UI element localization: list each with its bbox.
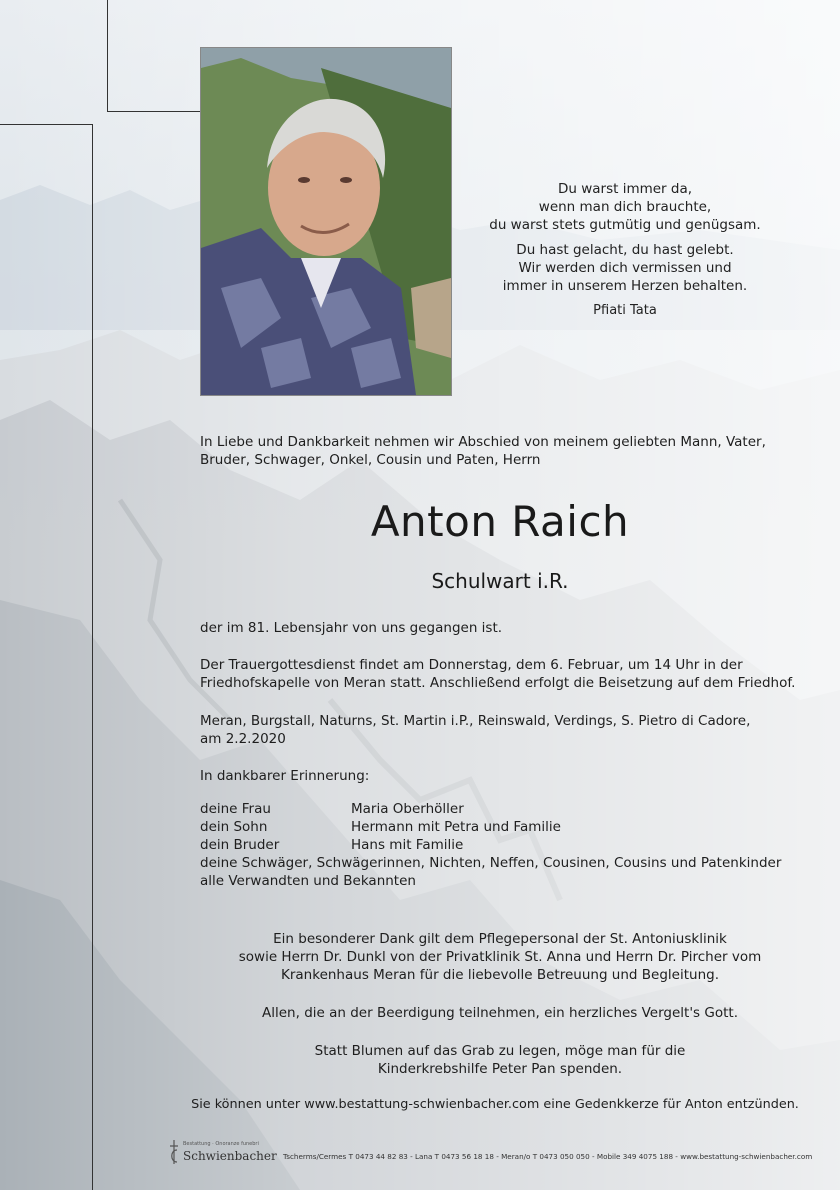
- logo-subtitle: Bestattung · Onoranze funebri: [183, 1141, 259, 1147]
- poem-stanza-1: [480, 180, 770, 234]
- deceased-title: Schulwart i.R.: [431, 569, 569, 593]
- date-line: am 2.2.2020: [200, 731, 286, 747]
- intro-line: In Liebe und Dankbarkeit nehmen wir Abschied von meinem geliebten Mann, Vater,: [200, 434, 766, 450]
- poem-line: wenn man dich brauchte,: [538, 199, 712, 215]
- poem: [480, 180, 770, 320]
- relative-name: Hermann mit Petra und Familie: [351, 819, 561, 835]
- relative-relation: dein Sohn: [200, 819, 268, 835]
- place-date: [200, 712, 800, 748]
- deceased-name: Anton Raich: [370, 497, 630, 546]
- relatives-more-line: deine Schwäger, Schwägerinnen, Nichten, Neffen, Cousinen, Cousins und Patenkinder: [200, 855, 782, 871]
- intro-line: Bruder, Schwager, Onkel, Cousin und Paten, Herrn: [200, 452, 541, 468]
- relative-name: Maria Oberhöller: [351, 801, 464, 817]
- remembrance-heading: In dankbarer Erinnerung:: [200, 768, 370, 784]
- footer-contact: Tscherms/Cermes T 0473 44 82 83 - Lana T 0473 56 18 18 - Meran/o T 0473 050 050 - Mobile 349 4075 188 - www.bestattung-schwienbacher.com: [283, 1152, 813, 1161]
- cross-decoration-vertical-right: [107, 0, 108, 112]
- poem-line: Wir werden dich vermissen und: [518, 260, 732, 276]
- thanks-text: [200, 930, 800, 984]
- place-line: Meran, Burgstall, Naturns, St. Martin i.P., Reinswald, Verdings, S. Pietro di Cadore,: [200, 713, 751, 729]
- relative-relation: deine Frau: [200, 801, 271, 817]
- intro-text: [200, 433, 800, 469]
- poem-line: Du hast gelacht, du hast gelebt.: [516, 242, 734, 258]
- poem-line: du warst stets gutmütig und genügsam.: [489, 217, 761, 233]
- flowers-line: Kinderkrebshilfe Peter Pan spenden.: [377, 1061, 623, 1077]
- relative-row: [200, 836, 463, 854]
- poem-signature: Pfiati Tata: [593, 303, 657, 318]
- thanks-line: Ein besonderer Dank gilt dem Pflegepersonal der St. Antoniusklinik: [273, 931, 727, 947]
- flowers-line: Statt Blumen auf das Grab zu legen, möge man für die: [314, 1043, 686, 1059]
- footer: [165, 1138, 815, 1168]
- service-info: [200, 656, 800, 692]
- poem-line: immer in unserem Herzen behalten.: [502, 278, 748, 294]
- relatives-more-line: alle Verwandten und Bekannten: [200, 873, 416, 889]
- service-line: Der Trauergottesdienst findet am Donnerstag, dem 6. Februar, um 14 Uhr in der: [200, 657, 743, 673]
- cross-decoration-horizontal-left: [0, 124, 93, 125]
- thanks-line: Krankenhaus Meran für die liebevolle Betreuung und Begleitung.: [281, 967, 719, 983]
- funeral-home-logo: [165, 1138, 283, 1168]
- cross-icon: [169, 1140, 179, 1164]
- thanks-all: Allen, die an der Beerdigung teilnehmen, ein herzliches Vergelt's Gott.: [262, 1005, 738, 1021]
- flowers-note: [200, 1042, 800, 1078]
- relative-row: [200, 818, 561, 836]
- age-line: der im 81. Lebensjahr von uns gegangen ist.: [200, 620, 503, 636]
- thanks-line: sowie Herrn Dr. Dunkl von der Privatklinik St. Anna und Herrn Dr. Pircher vom: [238, 949, 762, 965]
- relative-row: [200, 800, 464, 818]
- cross-decoration-vertical-left: [92, 124, 93, 1190]
- logo-name: Schwienbacher: [183, 1149, 277, 1163]
- candle-note: Sie können unter www.bestattung-schwienbacher.com eine Gedenkkerze für Anton entzünden.: [191, 1097, 799, 1112]
- portrait-photo: [200, 47, 452, 396]
- relative-relation: dein Bruder: [200, 837, 280, 853]
- poem-line: Du warst immer da,: [557, 181, 693, 197]
- relative-name: Hans mit Familie: [351, 837, 464, 853]
- cross-decoration-horizontal-top: [107, 111, 200, 112]
- relatives-more: [200, 854, 820, 890]
- poem-stanza-2: [480, 241, 770, 295]
- service-line: Friedhofskapelle von Meran statt. Anschließend erfolgt die Beisetzung auf dem Friedhof.: [200, 675, 796, 691]
